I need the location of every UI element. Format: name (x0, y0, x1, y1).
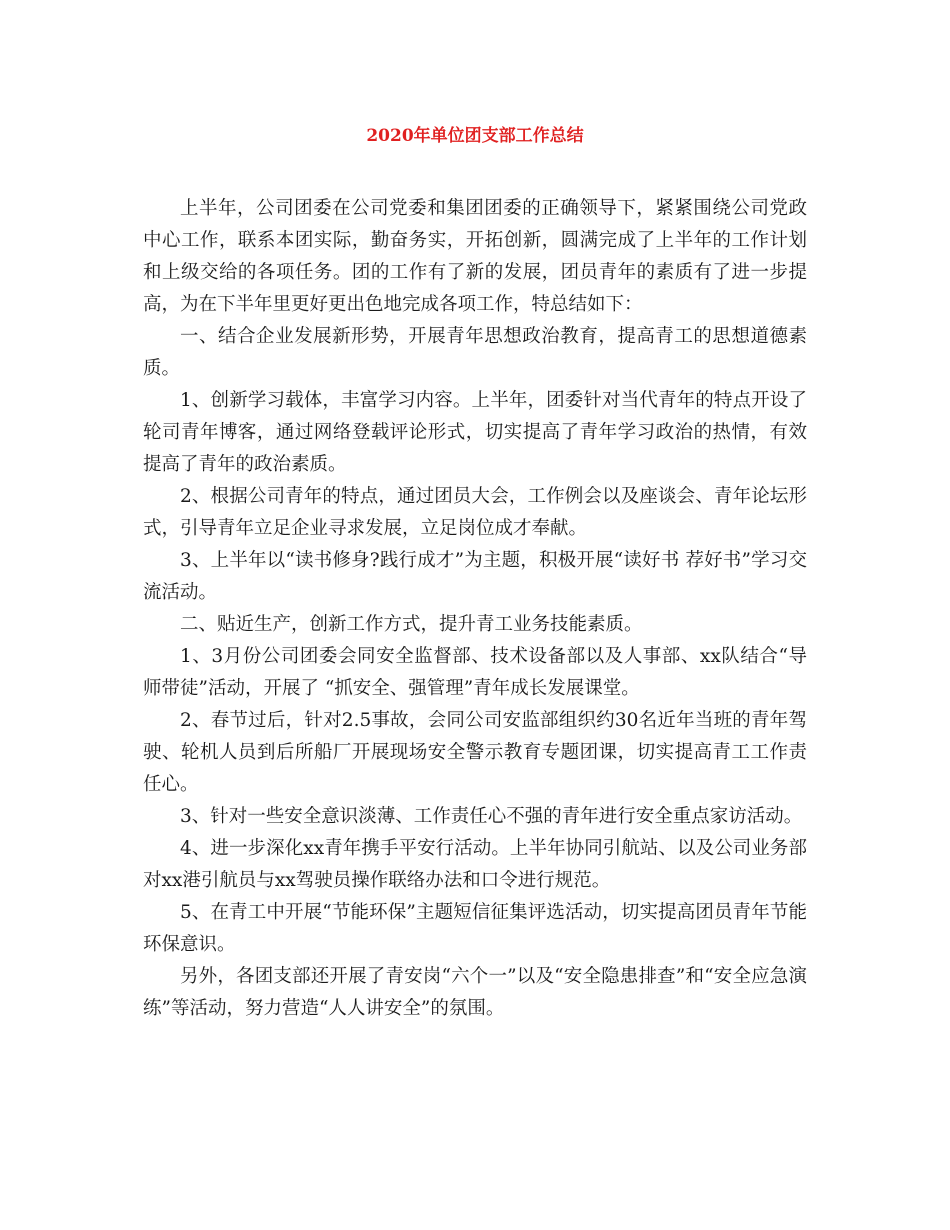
list-item: 1、3月份公司团委会同安全监督部、技术设备部以及人事部、xx队结合“导师带徒”活动，开展了 “抓安全、强管理”青年成长发展课堂。 (143, 646, 807, 699)
section-heading-2: 二、贴近生产，创新工作方式，提升青工业务技能素质。 (180, 614, 643, 635)
paragraph-intro: 上半年，公司团委在公司党委和集团团委的正确领导下，紧紧围绕公司党政中心工作，联系本团实际，勤奋务实，开拓创新，圆满完成了上半年的工作计划和上级交给的各项任务。团的工作有了新的发展，团员青年的素质有了进一步提高，为在下半年里更好更出色地完成各项工作，特总结如下： (143, 198, 807, 315)
list-item: 3、上半年以“读书修身?践行成才”为主题，积极开展“读好书 荐好书”学习交流活动。 (143, 550, 807, 603)
list-item: 4、进一步深化xx青年携手平安行活动。上半年协同引航站、以及公司业务部对xx港引航员与xx驾驶员操作联络办法和口令进行规范。 (143, 838, 807, 891)
list-item: 1、创新学习载体，丰富学习内容。上半年，团委针对当代青年的特点开设了轮司青年博客，通过网络登载评论形式，切实提高了青年学习政治的热情，有效提高了青年的政治素质。 (143, 390, 807, 475)
list-item: 2、春节过后，针对2.5事故，会同公司安监部组织约30名近年当班的青年驾驶、轮机人员到后所船厂开展现场安全警示教育专题团课，切实提高青工工作责任心。 (143, 710, 807, 795)
list-item: 3、针对一些安全意识淡薄、工作责任心不强的青年进行安全重点家访活动。 (180, 806, 803, 827)
section-heading-1: 一、结合企业发展新形势，开展青年思想政治教育，提高青工的思想道德素质。 (143, 326, 807, 379)
document-title: 2020年单位团支部工作总结 (366, 126, 584, 146)
list-item: 5、在青工中开展“节能环保”主题短信征集评选活动，切实提高团员青年节能环保意识。 (143, 902, 807, 955)
list-item: 2、根据公司青年的特点，通过团员大会，工作例会以及座谈会、青年论坛形式，引导青年立足企业寻求发展，立足岗位成才奉献。 (143, 486, 807, 539)
paragraph-closing: 另外，各团支部还开展了青安岗“六个一”以及“安全隐患排查”和“安全应急演练”等活动，努力营造“人人讲安全”的氛围。 (143, 966, 807, 1019)
document-body (143, 193, 807, 1025)
